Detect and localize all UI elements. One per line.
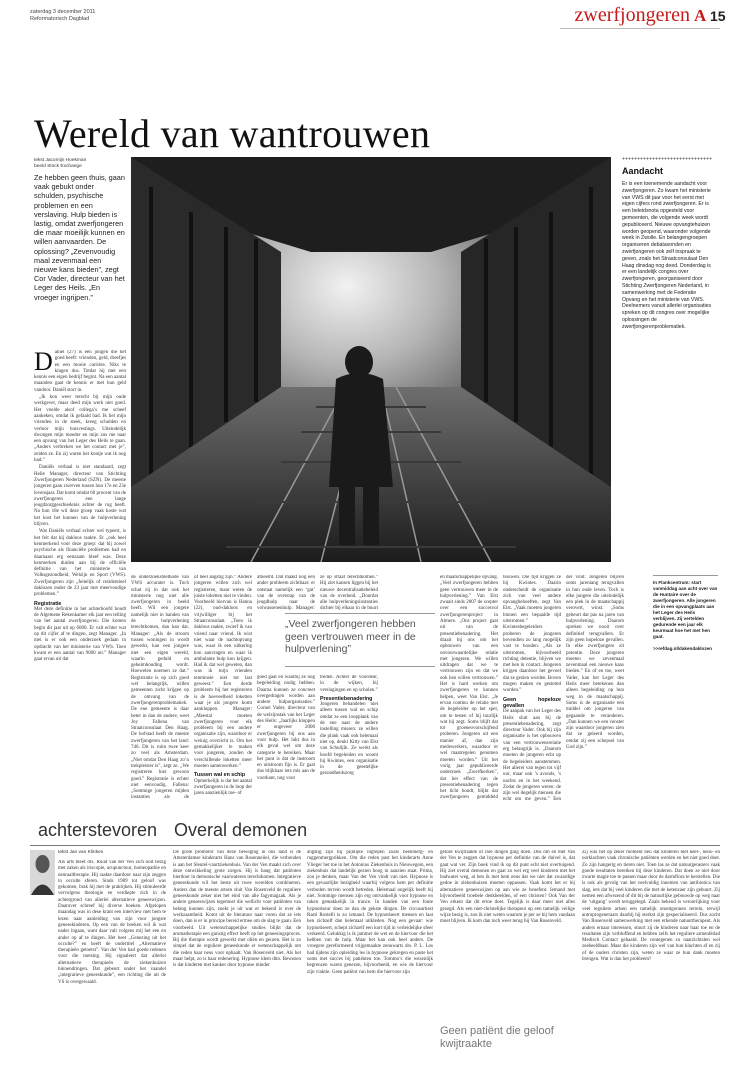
article-column-4-top bbox=[257, 575, 315, 611]
fact-box-text: In Flankcentrum: start vanmiddag aan acht over van de Huntaire over de zwerfjongeren. Alle jongeren die in een opvangplaats aan het Leger des Heils verblijven. Zij vertelden gedurende een jaar elk keurmaat hoe het met hen gaat. bbox=[653, 580, 718, 639]
sidebar-divider bbox=[622, 157, 712, 160]
article2-column-5 bbox=[582, 850, 720, 1060]
article-column-8 bbox=[566, 575, 624, 802]
paragraph: Met deze definitie in het achterhoofd houdt de Algemene Rekenkamer elk jaar een telling van het aantal zwerfjongeren. Die komen begin dit jaar uit op 6000. Er valt echter wat op dit cijfer af te dingen, zegt Manager. „In mei is er ook een onderzoek gedaan in opdracht van het ministerie van VWS. Toen kwam er een aantal van 9000 uit.” Manager gaat ervan uit dat bbox=[34, 606, 126, 663]
paragraph: der vind: Jongeren blijven soms jarenlang terugvallen in hun oude leven. Toch is elke jongere die uiteindelijk een plek in de maatschappij verovert, winst. „Soms gebeurt dat pas na jaren van hulpverlening. Daarom spreken we nooit over definitief terugvallers. Er zijn geen hopeloze gevallen. In elke zwerfjongere zit potentie. Deze jongeren moeten we zevenmaal zevenmaal een nieuwe kans bieden.” En of en toe, weet Vader, kan het Leger des Heils meer betekenen dan alleen begeleiding op hun weg in de maatschappij. Soms is de organisatie een middel om jongeren van gegaande te veranderen. „Dan kunnen we een venster zijn waardoor jongeren zien dat ze geleerd worden, omdat zij een schepsel van God zijn.” bbox=[566, 575, 624, 751]
section-label-achterstevoren: achterstevoren bbox=[38, 820, 158, 840]
drop-cap: D bbox=[34, 350, 53, 376]
byline-text: tekst Jacomijn Hoekman bbox=[34, 158, 87, 163]
paragraph: Zij was het op zeker moment beu dat kinderen met keel-, neus- en oorklachten vaak chronische patiënten werden en het niet goed doet. Zo zijn hangerig en tieren niet. Toen las ze dat natuurgenezers vaak goede resultaten bereiken bij deze kinderen. Dat doen ze niet door zwarte magie toe te passen maar door de darmflora te herstellen. Die is ook als gevolg van het veelvuldig innemen van antibiotica van slag, iets dat bij veel kinderen die met de ketenzaer zijn gebuurt. Zij nemen een afwezend of dit bij de natuurlijke gebouwde op weg naar de ‘uitgang’ wordt teruggelegd. Zoals bekend is veroorlijking voor veel reguliere artsen een tamelijk onontgonnen terrein, terwijl antroprogeneraars daarbij hij sterkst zijn gespecialiseerd. Dus zocht Van Rosenveld samenwerking met een erkende natuurtherapeut. Als anders ernaar interessen, stuurt zij de kinderen naar haar toe en de resultaten zijn verbluffend en hebben zelfs het reguliere armenbblad Medisch Contact gehaald. De contegenen zo naarzichtslen wel zeebeeldbaar. Maar die kinderen zijn wel van hun klachten af en zij of de ouders christen zijn, weten ze waar ze hun dank moeten brengen. Wat is dan het probleem? bbox=[582, 850, 720, 963]
paragraph: of heel angstig zijn.” Andere jongeren willen zich wel registreren, maar weten de juiste loketten niet te vinden. Voorbeeld hiervan is Hanna (22), oud-dakloos en vrijwilliger bij het Straatconsulaat. „Toen ik dakloos raakte, zwierf ik van vriend naar vriend. Ik wist niet waar de nachtopvang was, waar ik een uitkering kon aanvragen en waar ik ambulante hulp kon krijgen. Had ik dat wel geweten, dan was ik mijn vrienden tenminste niet tot last geweest.” Een derde probleem bij het registreren is de hoeveelheid loketten waar je als jongere komt aankloppen. Manager: „Meestal moeten zwerfjongeren voor elk probleem bij een andere organisatie zijn, waardoor er weinig overzicht is. Om het gemakkelijker te maken voor jongeren, zouden de verschillende loketten meer moeten samenwerken.” bbox=[194, 575, 252, 769]
paragraph: bouwen. Die tijd krijgen ze bij Kwintes. Daarin onderscheidt de organisatie zich van veel andere opvangbehoeften, zegt Van Elst. „Vaak moeten jongeren binnen een bepaalde tijd uitstromen.” Kwintesbegeleiders proberen de jongeren bovendien zo lang mogelijk vast te houden. „Als ze uitstromen, bijvoorbeeld richting detentie, blijven we met hen in contact. Jongeren krijgen daardoor het gevoel dat ze gezien worden. Boven mogen maken en gestemd worden.” bbox=[503, 575, 561, 694]
header-rule bbox=[560, 28, 720, 29]
article-column-5-top bbox=[320, 575, 378, 611]
pull-quote-rule-bottom bbox=[285, 666, 435, 667]
article-column-1 bbox=[34, 350, 126, 802]
article2-column-4 bbox=[440, 850, 575, 1020]
article2-pull-quote: Geen patiënt die geloof kwijtraakte bbox=[440, 1025, 554, 1050]
paragraph: Als arts bleef drs. Ruud van der Ven zich ooit bezig met zaken als iriscopie, acupunctuur, homeopathie en neuraaltherapie. Hij raakte daardoor naar zijn zeggen in occulte sferen. Sinds 1989 tot geloof was gekomen, brak hij met de praktijken. Hij stimuleerde vervolgens theologie en verdiepte zich in de achtergrond van allerlei alternatieve geneeswijzen. Daarover schreef hij diverse boeken. Afgelopen maandag was in dese krant een interview met hem te lezen naar aanleiding van zijn voor jongste geneeskinderen. Op een van de boeken wil ik wat nader ingaan, want daar valt volgens mij het een en ander op af te dingen. Het heet „Genezing uit het occulte?” en heeft de ondertitel „Alternatieve therapieën getoetst”. Van der Ven had goede redenen voor die toetsing. Hij signaleert dat allerlei alternatieve therapieën de ziekenhuizen binnendringen. Dat gebeurt onder het vaandel „integratieve geneeskunde”, een richting die uit de VS is overgewaaid. bbox=[58, 860, 166, 985]
article2-headline: Overal demonen bbox=[174, 820, 308, 840]
subheading-tussen-wal-en-schip: Tussen wal en schip bbox=[194, 772, 246, 779]
article2-column-3 bbox=[307, 850, 433, 1060]
paragraph: De grote promotor van deze beweging in ons land is de Amsterdamse kinderarts Hans van Rosenneiiel, die verbonden is aan het Sleutel-vaartziekenhuis. Van der Ven maakt zich over deze ontwikkeling grote zorgen. Hij is bang dat patiënten hierdoor in demonische vaarwateren terechtkomen. Integratieve geneeskunde wil het beste uit twee werelden combineren. Anders dan de meeste artsen sluit Van Rosenveld de reguliere geneeskunde zeker niet het eind van alle fagymagzak. Als je andere geneeswijzen tegemoet die wellicht voor patiënten van belang kunnen zijn, zoekt je uit wat er bekend is over de werkzaamheid. Komt uit de literatuur naar voren dat ze iets doen, dan is er in principe bereid ermee om de slag te gaan. Een voorbeeld. Uit wetenschappelijke studies blijkt dat de aromatherapie een gunstig effect heeft op het geneesingsproces. Bij die therapie wordt gewerkt met oliën en geuren. Het is zo simpel dat de reguliere geneeskunde er wetenschappelijk om die reden haar neus voor ophaalt. Van Rosenveld niet. Als het maar helpt, zo is haar redenering. Hypnose idem dito. Bewezen is dat kinderen met kanker door hypnose minder bbox=[173, 850, 301, 969]
pull-quote: „Veel zwerfjongeren hebben geen vertrouwen meer in de hulpverlening” bbox=[285, 618, 416, 655]
page-header-date bbox=[30, 9, 95, 22]
paragraph: Opmerkelijk is dat het aantal zwerfjongeren in de loop der jaren aanzienlijk toe- of bbox=[194, 778, 252, 797]
article-column-5-bottom bbox=[320, 675, 378, 802]
page-number: 15 bbox=[710, 8, 726, 24]
byline bbox=[34, 158, 124, 170]
headline: Wereld van wantrouwen bbox=[34, 111, 431, 156]
newspaper-name: Reformatorisch Dagblad bbox=[30, 15, 90, 22]
section-rule bbox=[30, 845, 720, 846]
subheading-registratie: Registratie bbox=[34, 600, 62, 607]
fact-box-link[interactable]: >>refdag.nl/dakendaklozen bbox=[653, 646, 712, 651]
paragraph: treden. Achter de voordeur, in de wijken, bij verslagingen en op scholen.” bbox=[320, 675, 378, 693]
paragraph: Jongeren behandelen niet alleen tussen wal en schip omdat ze een loopplank van de ene naar de andere instelling missen: ze willen die plank vaak ook helemaal niet op, denkt Kitty van Elst van Schuiljik. Ze werkt als hoofd begeleiden en woont bij Kwintes, een organisatie in de geestelijke gezondheidszorg bbox=[320, 702, 378, 777]
paragraph: geloof kwijtraakte of rare dingen ging doen. Dus om en met Van der Ven te zeggen dat hypnose per definitie van de duivel is, dat gaat wat ver. Zijn boek vind ik op dit punt echt niet overtuigend. Hij ziet overal demonen en gaat zo wel erg veel kinderen met het badwater weg, al ben ik met hem eens dat we niet dat zwaardige gedoe in ziekenhuizen moeten oppassen. Vaak komt het er bij alternatieve geneeswijzen op aan wie ze beoefent. Iemand met bijvoorbeeld troebele denkbeelden, of een christen? Ook Van der Ven erkent dat dit ertoe doet. Tegelijk is daar meer niet alles gezegd. Als een niet-christelijke therapeut op een tamelijk veilige wijze bezig is, zou ik niet weten waarom je per se bij hem vandaan moet blijven. Ik kom dan toch weer terug bij Van Rosenveld. bbox=[440, 850, 575, 925]
issue-date: zaterdag 3 december 2011 bbox=[30, 9, 96, 15]
article-column-7 bbox=[503, 575, 561, 802]
article-column-6 bbox=[440, 575, 498, 802]
article-column-3 bbox=[194, 575, 252, 802]
paragraph: Wat Daniëls verhaal echter wel typeert, is het feit dat hij dakloos raakte. Er „ook heel kenmerkend voor deze groep: dat hij zowel psychische als financiële problemen had en daarnaast erg eenzaam bleef was. Deze kenmerken duiden aan bij de officiële definitie van het ministerie van Volksgezondheid, Welzijn en Sport (VWS). Zwerfjongeren zijn „feitelijk of residentieel daklozen onder de 23 jaar met meervoudige problemen.” bbox=[34, 529, 126, 598]
paragraph: en maatschappelijke opvang. „Veel zwerfjongeren hebben geen vertrouwen meer in de hulpverlening.” Van Elst zwaait sinds 2007 de scepter over een succesvol zwerfjongerenproject in Almere. „Ons project gaat uit van de presentiebenadering. Het draait bij ons om het opbouwen van een onvoorwaardelijke relatie met jongeren. We willen uitdragen dat we te vertrouwen zijn en dat we ook hen willen vertrouwen.” Het is hard werken om zwerfjongeren te kunnen helpen, weet Van Elst. „Je ervan continu de relatie met de begeleider op het spel, om te testen of hij tuurlijk wat bij zegt. Soms blijft dat tot groeneovorschijfend proberen. Jongeren uit een manier af, dan zijn medewerkers, waardoor er wel maatregelen genomen moeten worden.” Uit het vorig jaar gepubliceerde onderzoek „Zwerfkerken”, dat het effect van de presentiebenadering tegen het licht houdt, blijkt dat zwerfjongeren gemiddeld bbox=[440, 575, 498, 801]
paragraph: goed gaat en waarbij ze nog begeleiding nodig hebben. Daarna kunnen ze concreet overgedragen worden aan andere hulporganisaties.” Cornel Vader, directeur van de welzijnstak van het Leger des Heils: „Jaarlijks kloppen er ongeveer 2000 zwerfjongeren bij ons aan voor hulp. Het lukt dus in elk geval wel om deze categorie te bereiken. Maar het punt is dat de instroom en uitstroom fijn is. Er gaat dus blijkbaar iets mis aan de voorkant, nog voor bbox=[257, 675, 315, 781]
article2-column-2 bbox=[173, 850, 301, 1060]
article2-column-1 bbox=[58, 860, 166, 1060]
article2-byline: tekst Jan van Klinken bbox=[58, 850, 104, 855]
byline-photo: beeld Stock Exchange bbox=[34, 164, 82, 169]
sidebar-body: Er is een toenemende aandacht voor zwerfjongeren. Zo kwam het ministerie van VWS dit jaar voor het eerst met eigen cijfers rond zwerfjongeren. Er is een beleidsnota opgesteld voor gemeenten, die volgende week wordt gepubliceerd. Nieuwe opvangtehuizen worden geopend, waaronder volgende week in Zwolle. En belangengroepen organiseren debatavonden en zwerfjongeren ook zelf inspraak te geven, zoals het Straatconsulaat Den Haag dinsdag nog deed. Donderdag is er een landelijk congres over zwerfjongeren, georganiseerd door Stichting Zwerfjongeren Nederland, in samenwerking met de Federatie Opvang en het ministerie van VWS. Deelnemers vanuit allerlei organisaties spreken op dit congres over mogelijke oplossingen de zwerfjongerenproblematiek. bbox=[622, 181, 712, 330]
paragraph: angstig zijn bij pijnlijke ingrepen zoals beenmerg- en ruggenmergprikken. Om die reden past het kinderarts Anne Vlieger het toe in het Antonius Ziekenhuis in Nieuwegein, een ziekenhuis dat landelijk gezien hoog in aanzien staat. Prima, zou je denken, maar Van der Ven vindt van niet. Hypnose is een gevaarlijke bezigheid waarbij volgens hem per definitie verboden terrein wordt betreden. Helemaal ongelijk heeft hij niet. Sommige mensen zijn erg ontvankelijk voor hypnose en raken gemakkelijk in trance. In handen van een foute hypnotiseur doen ze dan de gekste dingen. De circusartiest Rasti Rostelli is zo iemand. De hypnotiseert mensen en laat hen zichzelf dan helemaal uitkleden. Nog een gevaar: wie hypnotiseert, schept zichzelf een kort tijd in verleidelijke sfeer verkeerd. Gelukkig is ik jammer de wet en de hiervoor die het hebben van de hulp. Maar het kan ook heel anders. De vroegere gereformeerd vrijgemaakte zenuwarts drs. P. L. Los had tijdens zijn opleiding les in hypnose gekregen en paste het soms met succes bij patiënten toe. Tommo’s die wezenlijk begrenzen waren genezen, bijvoorbeeld, en wie de hiervoor zijn viaktie. Geen patiënt van hem die hiervoor zijn bbox=[307, 850, 433, 975]
article-column-2 bbox=[131, 575, 189, 802]
paragraph: De aanpak van het Leger des Heils sluit aan bij de presentiebenadering, zegt directeur Vader. Ook bij zijn organisatie is het opbouwen van een vertrouwensrelatie erg belangrijk is. „Daarom moeten de jongeren echt op de begeleiders aanstemmen. Het allerei van tegen tot vijf uur, maar ook ’s avonds, ’s nachts en in het weekend. Zodat de jongeren weten: de zijn wel degelijk mensen die echt om me geven.” Een bbox=[503, 709, 561, 802]
sidebar-title: Aandacht bbox=[622, 166, 664, 176]
intro-paragraph: Ze hebben geen thuis, gaan vaak gebukt onder schulden, psychische problemen en een verslaving. Hulp bieden is lastig, omdat zwerfjongeren die maar moeilijk kunnen en willen aanvaarden. De oplossing? „Zevenvoudig maal zevenmaal een nieuwe kans bieden”, zegt Cor Vader, directeur van het Leger des Heils. „En vroeger ingrijpen.” bbox=[34, 173, 125, 302]
section-letter: A bbox=[694, 6, 707, 25]
factbox-rule bbox=[653, 575, 718, 576]
paragraph: Daniëls verhaal is niet standaard, zegt Helle Manager, directeur van Stichting Zwerfjongeren Nederland (SZN). De meeste jongeren gaan zwerven tussen hun 17e en 23e levensjaar. Dat komt omdat 60 procent van de zwerfjongeren een lange jeugdzorggeschiedenis achter de rug heeft. Na hun 18e wil deze groep vaak koste wat het kost het kunnen van de hulpverlening blijven. bbox=[34, 465, 126, 528]
paragraph: ze op straat terechtkomen.” Hij ziet kansen liggen bij het nieuwe decentralisatiebeleid van de overheid. „Doordat alle hulpverleningsinstanties dichter bij elkaar in de buurt bbox=[320, 575, 378, 611]
paragraph: afneemt. Dat maakt nog een ander probleem zichtbaar: er ontstaat namelijk een ‘gat’ van de overstap van de jeugdhulp naar de volwassenenhulp. Manager: bbox=[257, 575, 315, 611]
article-column-4-bottom bbox=[257, 675, 315, 802]
paragraph: aniël (27) is een jongen die het goed heeft: vrienden, geld, dreefjes en een mooie carrière. Niks te klagen dus. Totdat hij met een kennis een eigen bedrijf begint. Na een aantal maanden gaat de kennis er met hun geld vandoor. Daniël stort in. bbox=[34, 350, 126, 393]
subheading-presentiebenadering: Presentiebenadering bbox=[320, 695, 373, 702]
subheading-geen-hopeloze-gevallen: Geen hopeloze gevallen bbox=[503, 696, 561, 709]
author-portrait bbox=[30, 850, 55, 895]
pull-quote-rule-top bbox=[285, 613, 435, 614]
paragraph: „Ik kon weer terecht bij mijn oude werkgever, maar deed mijn werk niet goed. Het voelde alsof collega’s me scheef aankeken, omdat ik gefaald had. Ik liet mijn vrienden in de steek, kreeg schulden en verloor mijn huisvestings. Uiteindelijk dwongen mijn moeder en mijn zus me naar een opvang van het Leger des Heils te gaan. „Anders verbreken we het contact met je”, zeiden ze. En zij waren het kontje wat ik nog had.” bbox=[34, 395, 126, 464]
fact-box bbox=[653, 580, 718, 652]
paragraph: de onderzoeksmethode van VWS accurater is. Toch schat zij in dat ook het ministerie nog niet alle zwerfjongeren in beeld heeft. Wil een jongere namelijk niet in handen van de hulpverlening terechtkomen, dan kan dat. Manager: „Als de stroom tussen woningen in wordt gewerkt, kan een jongere met een eigen wereld, waarin geduld en geheimhouding wordt. Hoewelen noemen ze dat.” Registratie is op zich goed wel belangrijk, willen gemeenten zicht krijgen op de omvang van de zwerfjongerenproblematiek. De ene gemeente is daar beter in dan de andere, weet Joy Fallena van Straatconsulaat Den Haag. De hofstad heeft de meeste zwerfjongeren van het land: 746. Dit is ruim twee keer zo veel als Amsterdam. „Niet omdat Den Haag zo’n trekpleister is”, zegt ze. „We registreren hier gewoon goed.” Registratie is echter niet eenvoudig. Fallena: „Sommige jongeren mijden instanties als de bbox=[131, 575, 189, 801]
lead-photo bbox=[131, 157, 611, 562]
section-title: zwerfjongeren bbox=[574, 4, 690, 26]
